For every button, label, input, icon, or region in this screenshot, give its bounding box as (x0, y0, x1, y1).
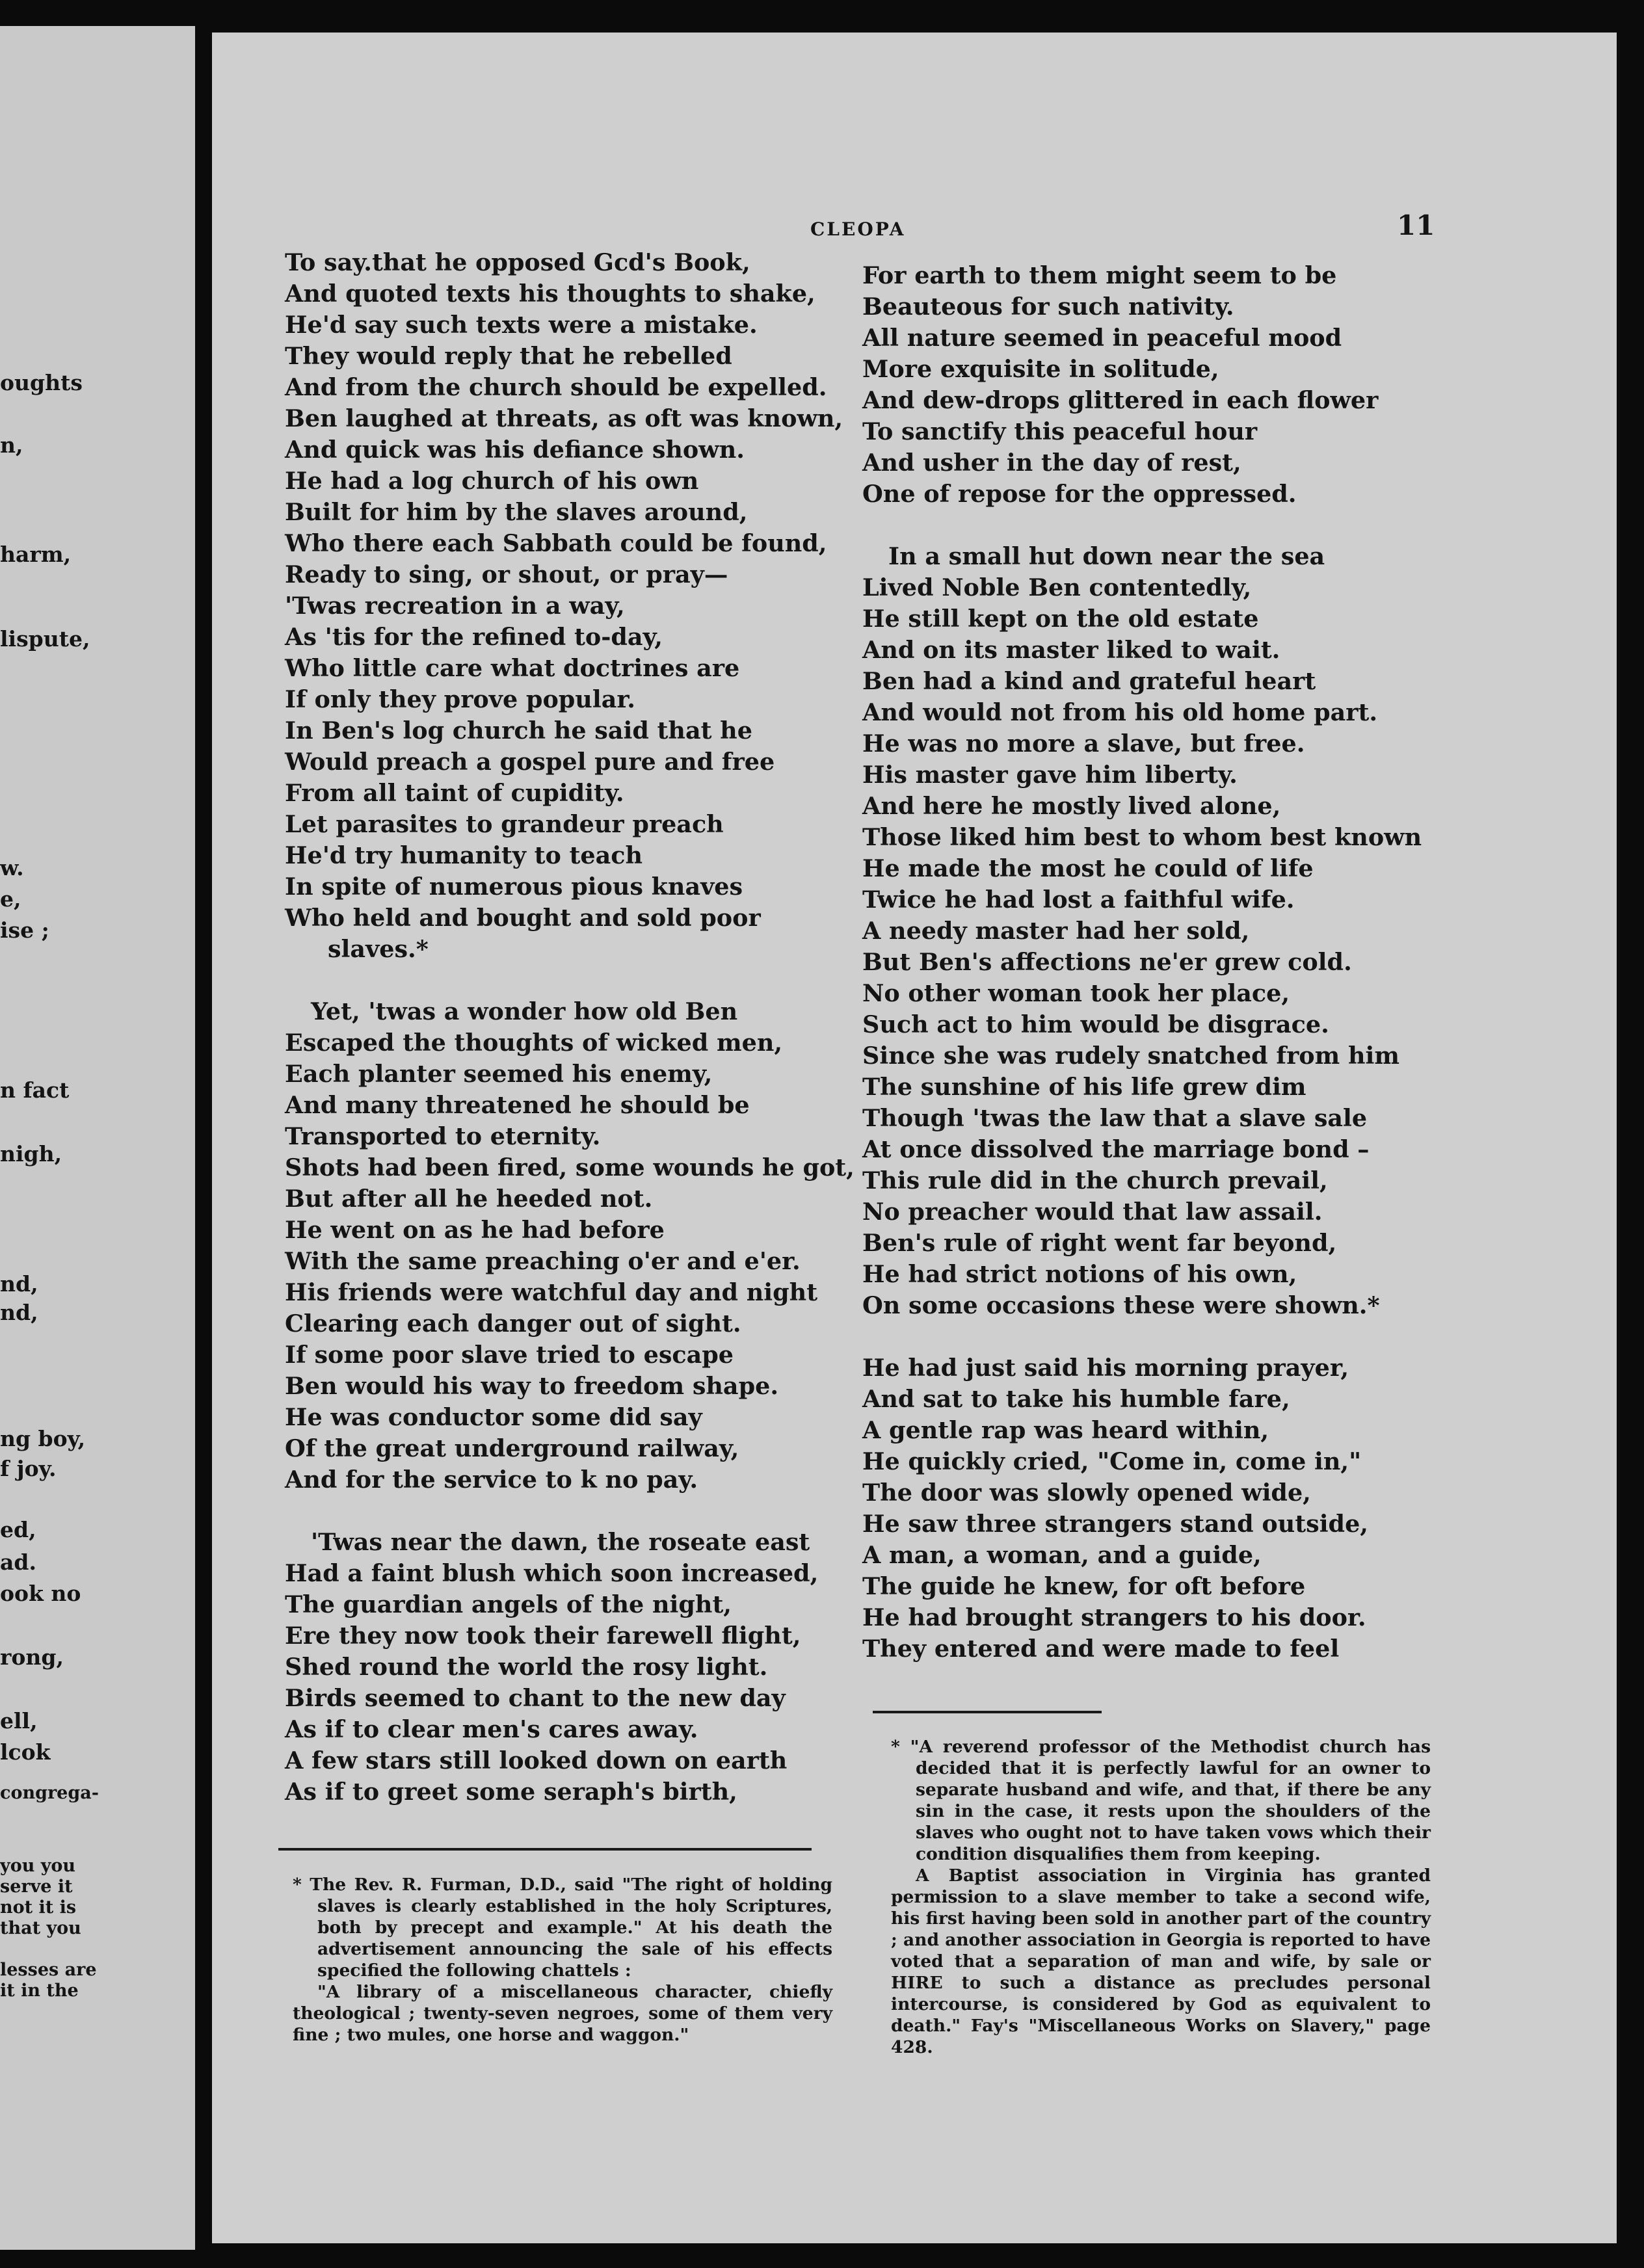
poem-line: One of repose for the oppressed. (862, 480, 1297, 508)
adjacent-page-fragment (0, 26, 195, 2250)
footnote-right (891, 1736, 1431, 2058)
poem-line: Of the great underground railway, (285, 1434, 739, 1462)
poem-line: The guide he knew, for oft before (862, 1572, 1306, 1600)
poem-line: To sanctify this peaceful hour (862, 417, 1258, 445)
adjacent-page-text: ed, (0, 1517, 36, 1542)
poem-line: From all taint of cupidity. (285, 779, 624, 807)
poem-line: If only they prove popular. (285, 685, 635, 713)
poem-line: He had a log church of his own (285, 467, 699, 495)
poem-line: The sunshine of his life grew dim (862, 1073, 1306, 1101)
adjacent-page-text: serve it (0, 1877, 73, 1897)
poem-line: This rule did in the church prevail, (862, 1167, 1328, 1194)
poem-line: His friends were watchful day and night (285, 1278, 818, 1306)
poem-line: Twice he had lost a faithful wife. (862, 886, 1295, 914)
poem-line: At once dissolved the marriage bond – (862, 1135, 1370, 1163)
poem-line: A man, a woman, and a guide, (862, 1541, 1262, 1569)
poem-line: Those liked him best to whom best known (862, 823, 1422, 851)
poem-line: Ben would his way to freedom shape. (285, 1372, 779, 1400)
poem-line: His master gave him liberty. (862, 761, 1238, 789)
poem-line: In a small hut down near the sea (888, 542, 1325, 570)
poem-line: He was conductor some did say (285, 1403, 702, 1431)
adjacent-page-text: lcok (0, 1739, 51, 1765)
poem-line: Shots had been fired, some wounds he got, (285, 1154, 855, 1181)
poem-line: He quickly cried, "Come in, come in," (862, 1447, 1362, 1475)
poem-line: Beauteous for such nativity. (862, 293, 1234, 321)
poem-line: Yet, 'twas a wonder how old Ben (311, 997, 738, 1025)
footnote-paragraph: * "A reverend professor of the Methodist church has decided that it is perfectly lawful for an owner to separate husband and wife, and that, if there be any sin in the case, it rests upon the shoulders of the slaves who ought not to have taken vows which their condition disqualifies them from keeping. (891, 1737, 1431, 1864)
poem-line: And quick was his defiance shown. (285, 436, 745, 464)
poem-line: More exquisite in solitude, (862, 355, 1219, 383)
stanza-break (862, 1321, 1610, 1352)
poem-line: No other woman took her place, (862, 979, 1290, 1007)
poem-line: As if to greet some seraph's birth, (285, 1778, 737, 1806)
poem-line: Ben laughed at threats, as oft was known, (285, 404, 843, 432)
poem-line: Ben's rule of right went far beyond, (862, 1229, 1337, 1257)
running-head: CLEOPA (810, 218, 906, 240)
poem-line: Let parasites to grandeur preach (285, 810, 724, 838)
poem-line: He was no more a slave, but free. (862, 730, 1305, 758)
poem-line: Birds seemed to chant to the new day (285, 1684, 786, 1712)
footnote-rule-left (278, 1848, 812, 1851)
poem-line: He saw three strangers stand outside, (862, 1510, 1369, 1538)
poem-line: They entered and were made to feel (862, 1635, 1340, 1663)
poem-line: A needy master had her sold, (862, 917, 1250, 945)
book-page (212, 33, 1617, 2243)
poem-line: All nature seemed in peaceful mood (862, 324, 1342, 352)
adjacent-page-text: n fact (0, 1077, 70, 1103)
poem-line: And quoted texts his thoughts to shake, (285, 280, 815, 308)
poem-line: And dew-drops glittered in each flower (862, 386, 1379, 414)
poem-line: And many threatened he should be (285, 1091, 750, 1119)
adjacent-page-text: harm, (0, 542, 72, 567)
adjacent-page-text: ad. (0, 1549, 36, 1575)
footnote-paragraph: * The Rev. R. Furman, D.D., said "The right of holding slaves is clearly established in the holy Scriptures, both by precept and example." At his death the advertisement announcing the sale of his effects specified the following chattels : (293, 1875, 832, 1981)
poem-line: But Ben's affections ne'er grew cold. (862, 948, 1352, 976)
poem-line: In spite of numerous pious knaves (285, 873, 743, 901)
adjacent-page-text: n, (0, 432, 23, 458)
poem-line: As if to clear men's cares away. (285, 1715, 698, 1743)
poem-line: Who there each Sabbath could be found, (285, 529, 827, 557)
poem-line: If some poor slave tried to escape (285, 1341, 734, 1369)
adjacent-page-text: not it is (0, 1897, 77, 1918)
poem-line: 'Twas near the dawn, the roseate east (311, 1528, 810, 1556)
poem-line: Since she was rudely snatched from him (862, 1042, 1399, 1070)
adjacent-page-text: it in the (0, 1981, 79, 2001)
poem-line: He'd say such texts were a mistake. (285, 311, 758, 339)
footnote-left (293, 1874, 832, 2046)
poem-line: Escaped the thoughts of wicked men, (285, 1029, 783, 1057)
poem-line: Had a faint blush which soon increased, (285, 1559, 819, 1587)
adjacent-page-text: e, (0, 886, 21, 912)
poem-line: For earth to them might seem to be (862, 261, 1337, 289)
poem-line: 'Twas recreation in a way, (285, 592, 625, 620)
footnote-paragraph: A Baptist association in Virginia has granted permission to a slave member to take a second wife, his first having been sold in another part of the country ; and another association in Georgia is reported to have voted that a separation of man and wife, by sale or HIRE to such a distance as precludes personal intercourse, is considered by God as equivalent to death." Fay's "Miscellaneous Works on Slavery," page 428. (891, 1866, 1431, 2057)
adjacent-page-text: congrega- (0, 1783, 99, 1803)
poem-line: He went on as he had before (285, 1216, 665, 1244)
adjacent-page-text: rong, (0, 1644, 64, 1670)
poem-line: Ben had a kind and grateful heart (862, 667, 1316, 695)
poem-line: And on its master liked to wait. (862, 636, 1280, 664)
poem-line: But after all he heeded not. (285, 1185, 653, 1213)
adjacent-page-text: f joy. (0, 1456, 57, 1481)
adjacent-page-text: lispute, (0, 626, 90, 652)
adjacent-page-text: ise ; (0, 917, 49, 943)
poem-line: And sat to take his humble fare, (862, 1385, 1290, 1413)
poem-line: He'd try humanity to teach (285, 841, 643, 869)
poem-line: In Ben's log church he said that he (285, 717, 752, 745)
poem-column-right (862, 260, 1610, 1665)
poem-line: Such act to him would be disgrace. (862, 1010, 1329, 1038)
poem-line: Clearing each danger out of sight. (285, 1310, 741, 1338)
footnote-quote: "A library of a miscellaneous character, chiefly theological ; twenty-seven negroes, some of them very fine ; two mules, one horse and waggon." (293, 1982, 832, 2045)
adjacent-page-text: lesses are (0, 1960, 97, 1980)
poem-line: And usher in the day of rest, (862, 449, 1241, 477)
poem-line: With the same preaching o'er and e'er. (285, 1247, 801, 1275)
poem-line: He had just said his morning prayer, (862, 1354, 1349, 1382)
poem-line: The door was slowly opened wide, (862, 1479, 1311, 1507)
poem-line: A few stars still looked down on earth (285, 1747, 788, 1774)
poem-line: Transported to eternity. (285, 1122, 601, 1150)
poem-line: Though 'twas the law that a slave sale (862, 1104, 1368, 1132)
page-number: 11 (1397, 209, 1435, 241)
poem-line: Each planter seemed his enemy, (285, 1060, 713, 1088)
poem-line: They would reply that he rebelled (285, 342, 732, 370)
adjacent-page-text: w. (0, 855, 24, 880)
poem-line: Built for him by the slaves around, (285, 498, 748, 526)
poem-line: To say.that he opposed Gcd's Book, (285, 248, 750, 276)
poem-line: Would preach a gospel pure and free (285, 748, 775, 776)
poem-line: And for the service to k no pay. (285, 1466, 698, 1494)
adjacent-page-text: nigh, (0, 1141, 62, 1167)
poem-line: Shed round the world the rosy light. (285, 1653, 768, 1681)
poem-line: Who held and bought and sold poor (285, 904, 761, 932)
poem-line: A gentle rap was heard within, (862, 1416, 1269, 1444)
adjacent-page-text: oughts (0, 370, 83, 395)
poem-line: And here he mostly lived alone, (862, 792, 1281, 820)
poem-line: As 'tis for the refined to-day, (285, 623, 663, 651)
stanza-break (862, 510, 1610, 541)
poem-line: Who little care what doctrines are (285, 654, 740, 682)
poem-line: And would not from his old home part. (862, 698, 1378, 726)
adjacent-page-text: you you (0, 1856, 76, 1876)
poem-line: And from the church should be expelled. (285, 373, 827, 401)
adjacent-page-text: ook no (0, 1581, 81, 1606)
poem-line: On some occasions these were shown.* (862, 1291, 1380, 1319)
poem-line: He had brought strangers to his door. (862, 1603, 1366, 1631)
poem-line: He still kept on the old estate (862, 605, 1259, 633)
adjacent-page-text: ell, (0, 1708, 38, 1734)
poem-line: slaves.* (328, 935, 429, 963)
poem-line: The guardian angels of the night, (285, 1590, 732, 1618)
poem-line: He had strict notions of his own, (862, 1260, 1297, 1288)
adjacent-page-text: ng boy, (0, 1426, 86, 1451)
footnote-rule-right (873, 1711, 1102, 1713)
poem-line: Ready to sing, or shout, or pray— (285, 560, 728, 588)
poem-line: He made the most he could of life (862, 854, 1314, 882)
adjacent-page-text: nd, (0, 1300, 38, 1325)
adjacent-page-text: that you (0, 1918, 81, 1938)
poem-line: Lived Noble Ben contentedly, (862, 574, 1252, 601)
adjacent-page-text: nd, (0, 1271, 38, 1297)
poem-line: No preacher would that law assail. (862, 1198, 1323, 1226)
poem-line: Ere they now took their farewell flight, (285, 1622, 801, 1650)
